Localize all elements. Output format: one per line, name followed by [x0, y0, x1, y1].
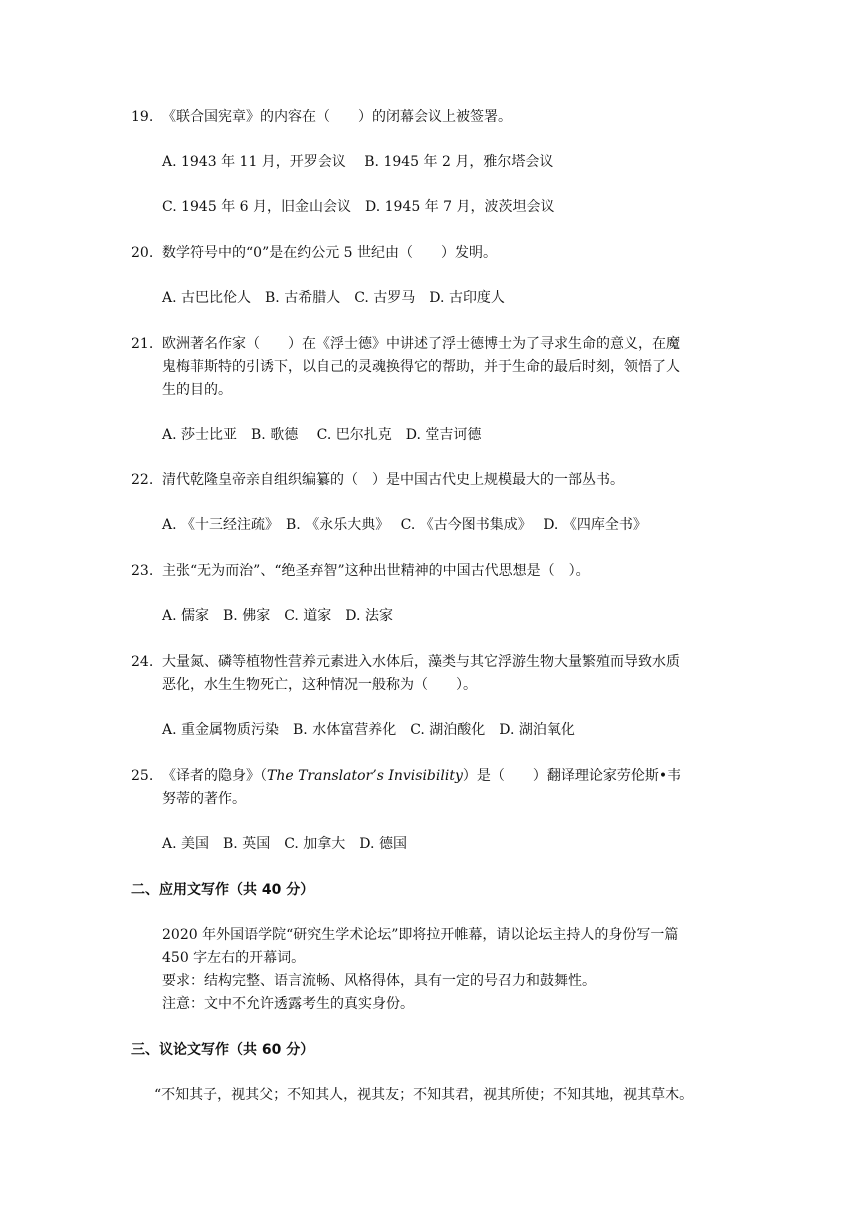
question-number: 24.	[131, 654, 154, 670]
question-text-line: 恶化，水生生物死亡，这种情况一般称为（ ）。	[162, 677, 477, 693]
question-options: A. 儒家 B. 佛家 C. 道家 D. 法家	[162, 608, 393, 624]
question-number: 23.	[131, 563, 154, 579]
question-text-prefix: 《译者的隐身》（	[162, 768, 267, 784]
instruction-line: 注意：文中不允许透露考生的真实身份。	[162, 996, 414, 1012]
section-heading: 三、议论文写作（共 60 分）	[131, 1042, 315, 1058]
question-text	[162, 651, 742, 697]
question-number: 19.	[131, 109, 154, 125]
question-options: A. 《十三经注疏》 B. 《永乐大典》 C. 《古今图书集成》 D. 《四库全书》	[162, 517, 647, 533]
question-text-line: 生的目的。	[162, 382, 232, 398]
question-options: A. 重金属物质污染 B. 水体富营养化 C. 湖泊酸化 D. 湖泊氧化	[162, 722, 575, 738]
section-instructions	[162, 924, 742, 1016]
question-text-line: 大量氮、磷等植物性营养元素进入水体后，藻类与其它浮游生物大量繁殖而导致水质	[162, 654, 680, 670]
question-text-line: 鬼梅菲斯特的引诱下，以自己的灵魂换得它的帮助，并于生命的最后时刻，领悟了人	[162, 359, 680, 375]
instruction-line: 450 字左右的开幕词。	[162, 950, 306, 966]
question-text	[162, 765, 742, 811]
question-options: A. 美国 B. 英国 C. 加拿大 D. 德国	[162, 836, 407, 852]
question-text: 《联合国宪章》的内容在（ ）的闭幕会议上被签署。	[162, 109, 512, 125]
section-heading: 二、应用文写作（共 40 分）	[131, 882, 315, 898]
question-text: 主张“无为而治”、“绝圣弃智”这种出世精神的中国古代思想是（ ）。	[162, 563, 590, 579]
question-options: A. 莎士比亚 B. 歌德 C. 巴尔扎克 D. 堂吉诃德	[162, 427, 482, 443]
instruction-line: 2020 年外国语学院“研究生学术论坛”即将拉开帷幕，请以论坛主持人的身份写一篇	[162, 927, 679, 943]
question-options: C. 1945 年 6 月，旧金山会议 D. 1945 年 7 月，波茨坦会议	[162, 199, 555, 215]
question-text: 数学符号中的“0”是在约公元 5 世纪由（ ）发明。	[162, 245, 498, 261]
question-text: 清代乾隆皇帝亲自组织编纂的（ ）是中国古代史上规模最大的一部丛书。	[162, 472, 624, 488]
question-text-line: 努蒂的著作。	[162, 791, 246, 807]
question-options: A. 古巴比伦人 B. 古希腊人 C. 古罗马 D. 古印度人	[162, 290, 505, 306]
question-text-line	[162, 765, 742, 788]
instruction-line: 要求：结构完整、语言流畅、风格得体，具有一定的号召力和鼓舞性。	[162, 973, 596, 989]
prompt-line: “不知其子，视其父；不知其人，视其友；不知其君，视其所使；不知其地，视其草木。	[154, 1087, 694, 1103]
book-title-english: The Translator’s Invisibility	[267, 768, 463, 784]
question-text	[162, 333, 742, 402]
section-prompt	[154, 1084, 734, 1107]
question-text-suffix: ）是（ ）翻译理论家劳伦斯•韦	[462, 768, 682, 784]
question-number: 25.	[131, 768, 154, 784]
question-number: 20.	[131, 245, 154, 261]
question-text-line: 欧洲著名作家（ ）在《浮士德》中讲述了浮士德博士为了寻求生命的意义，在魔	[162, 336, 680, 352]
question-number: 22.	[131, 472, 154, 488]
question-options: A. 1943 年 11 月，开罗会议 B. 1945 年 2 月，雅尔塔会议	[162, 154, 554, 170]
question-number: 21.	[131, 336, 154, 352]
